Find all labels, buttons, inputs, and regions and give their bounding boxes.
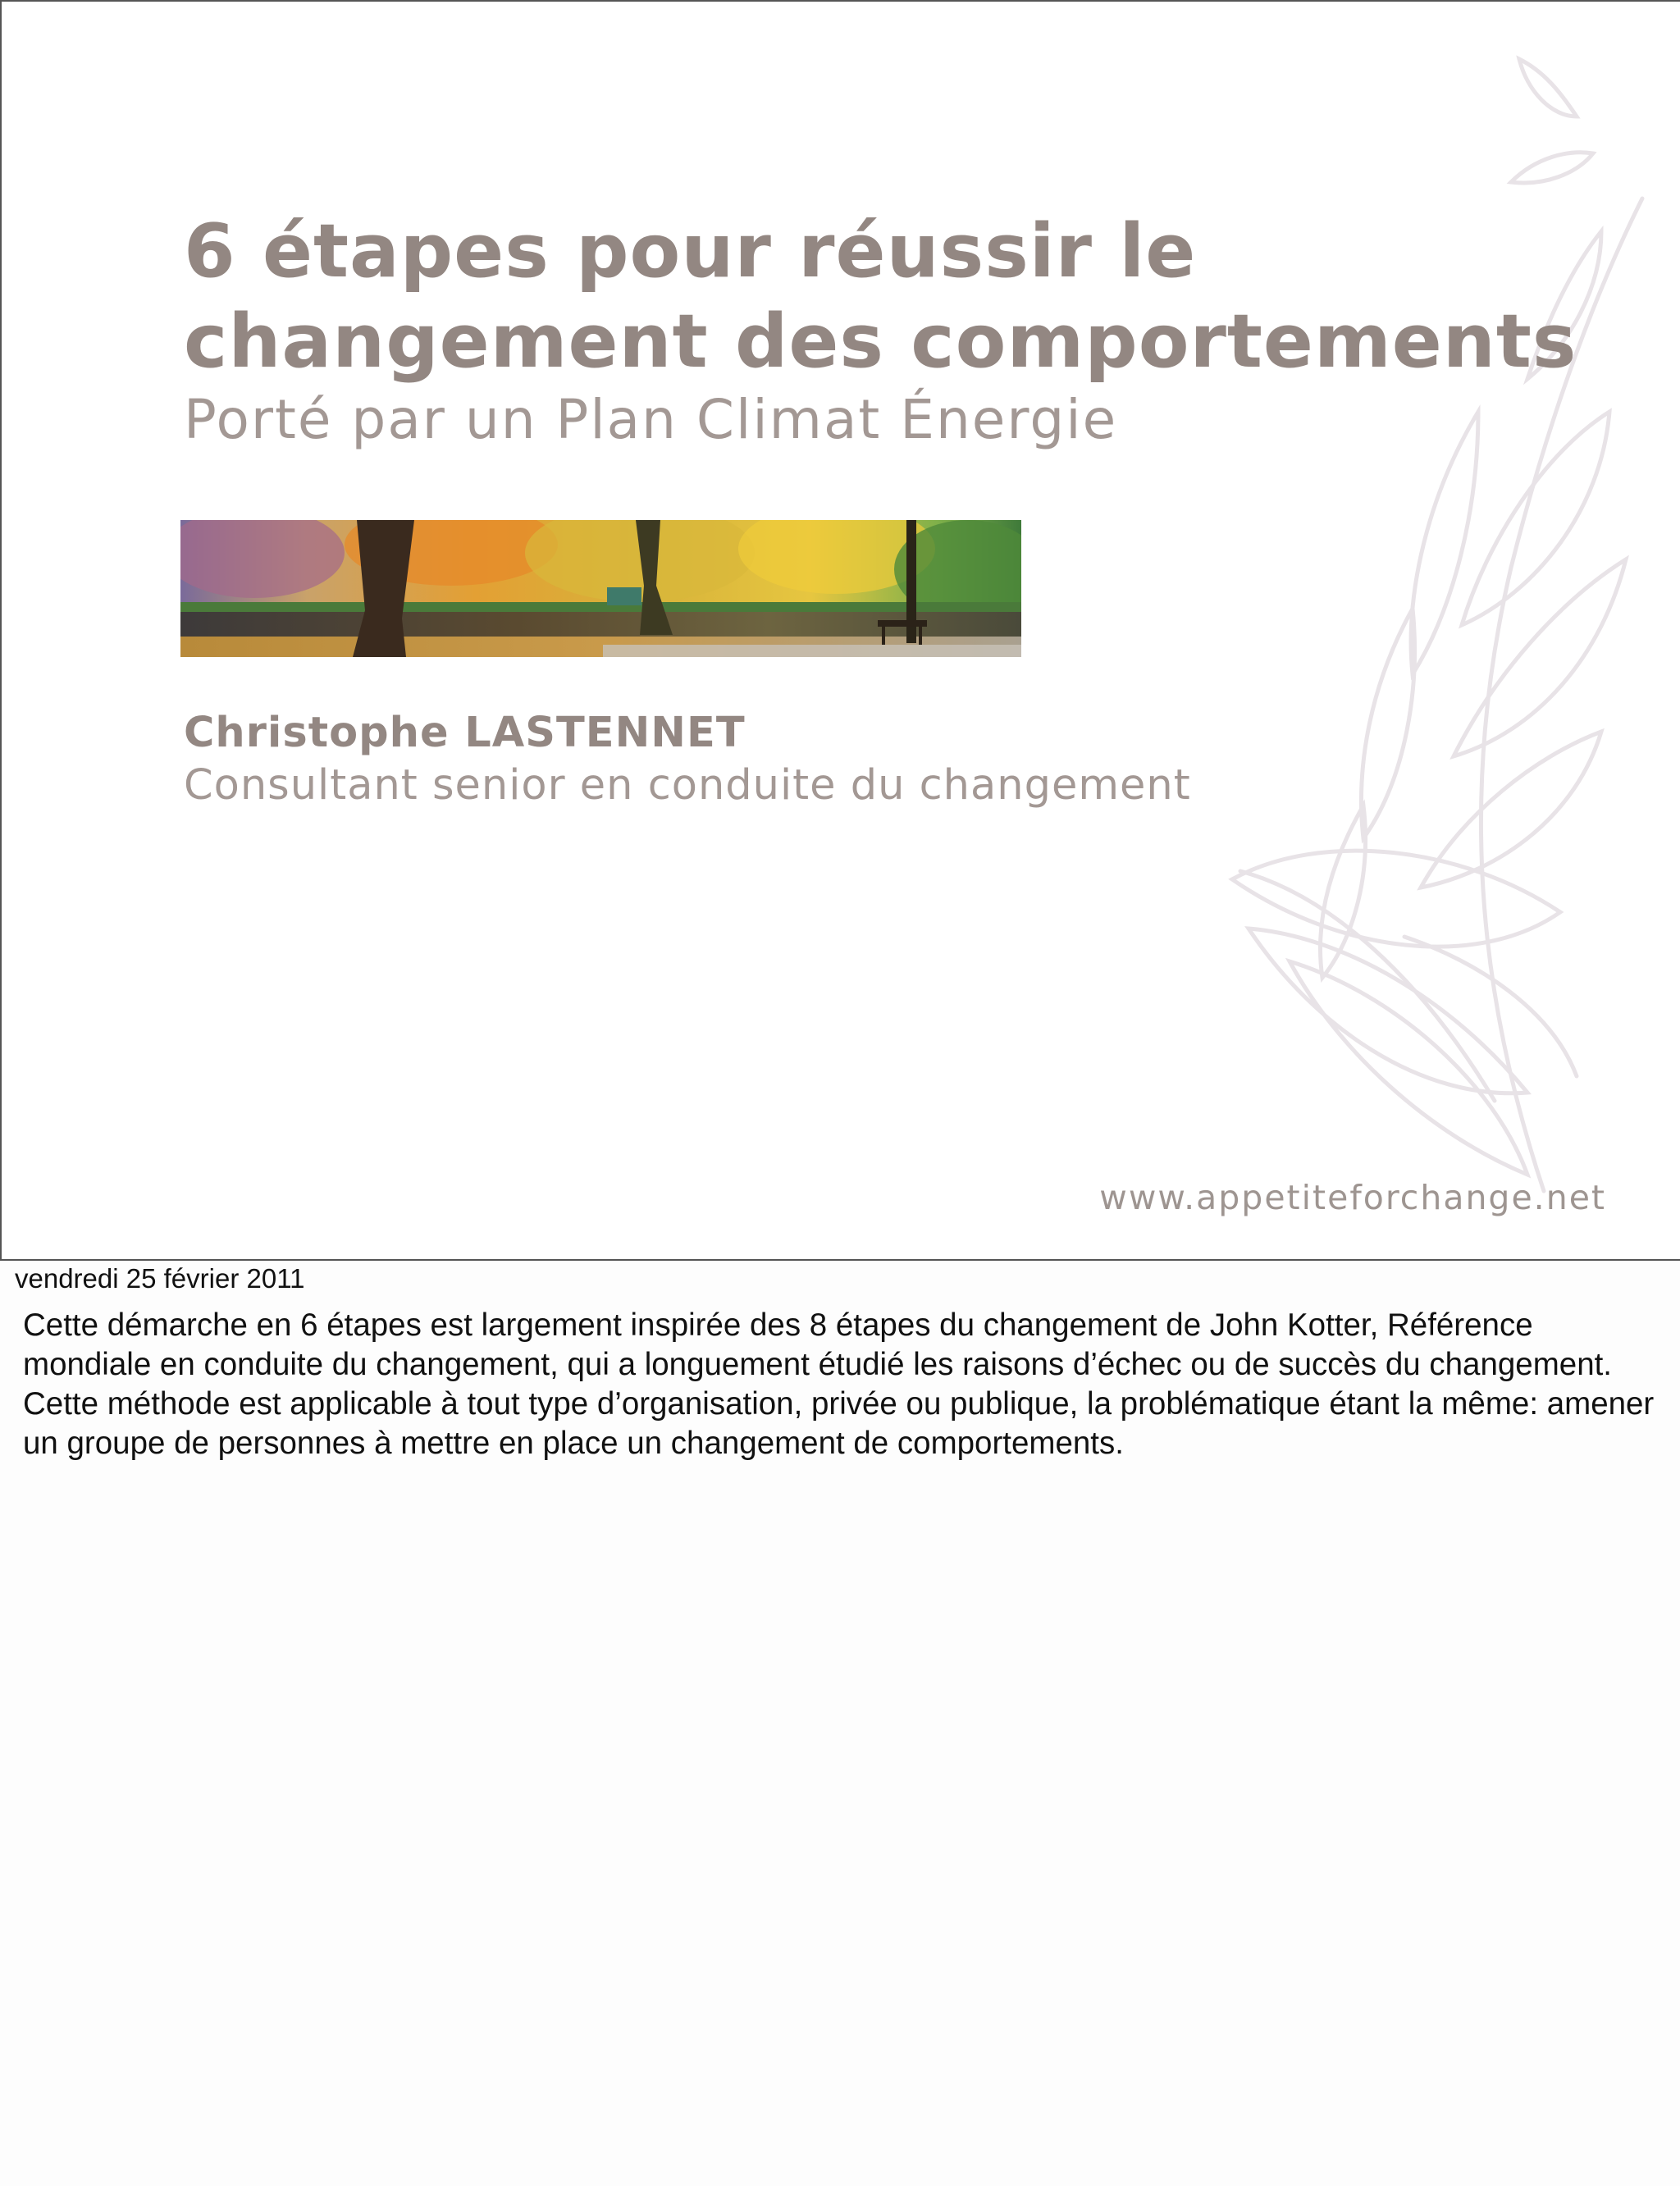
speaker-notes: Cette démarche en 6 étapes est largement inspirée des 8 étapes du changement de John Kotter, Référence mondiale en conduite du changement, qui a longuement étudié les raisons d’échec ou de succès du changement. Cette méthode est applicable à tout type d’organisation, privée ou publique, la problématique étant la même: amener un groupe de personnes à mettre en place un changement de comportements.: [23, 1307, 1655, 1461]
author-role: Consultant senior en conduite du changement: [184, 761, 1191, 810]
author-name: Christophe LASTENNET: [184, 709, 746, 757]
notes-date: vendredi 25 février 2011: [15, 1263, 305, 1294]
slide-subtitle: Porté par un Plan Climat Énergie: [184, 388, 1118, 451]
website-url: www.appetiteforchange.net: [1099, 1178, 1606, 1217]
autumn-park-image: [180, 520, 1021, 657]
slide-title: 6 étapes pour réussir le changement des comportements: [184, 208, 1577, 385]
